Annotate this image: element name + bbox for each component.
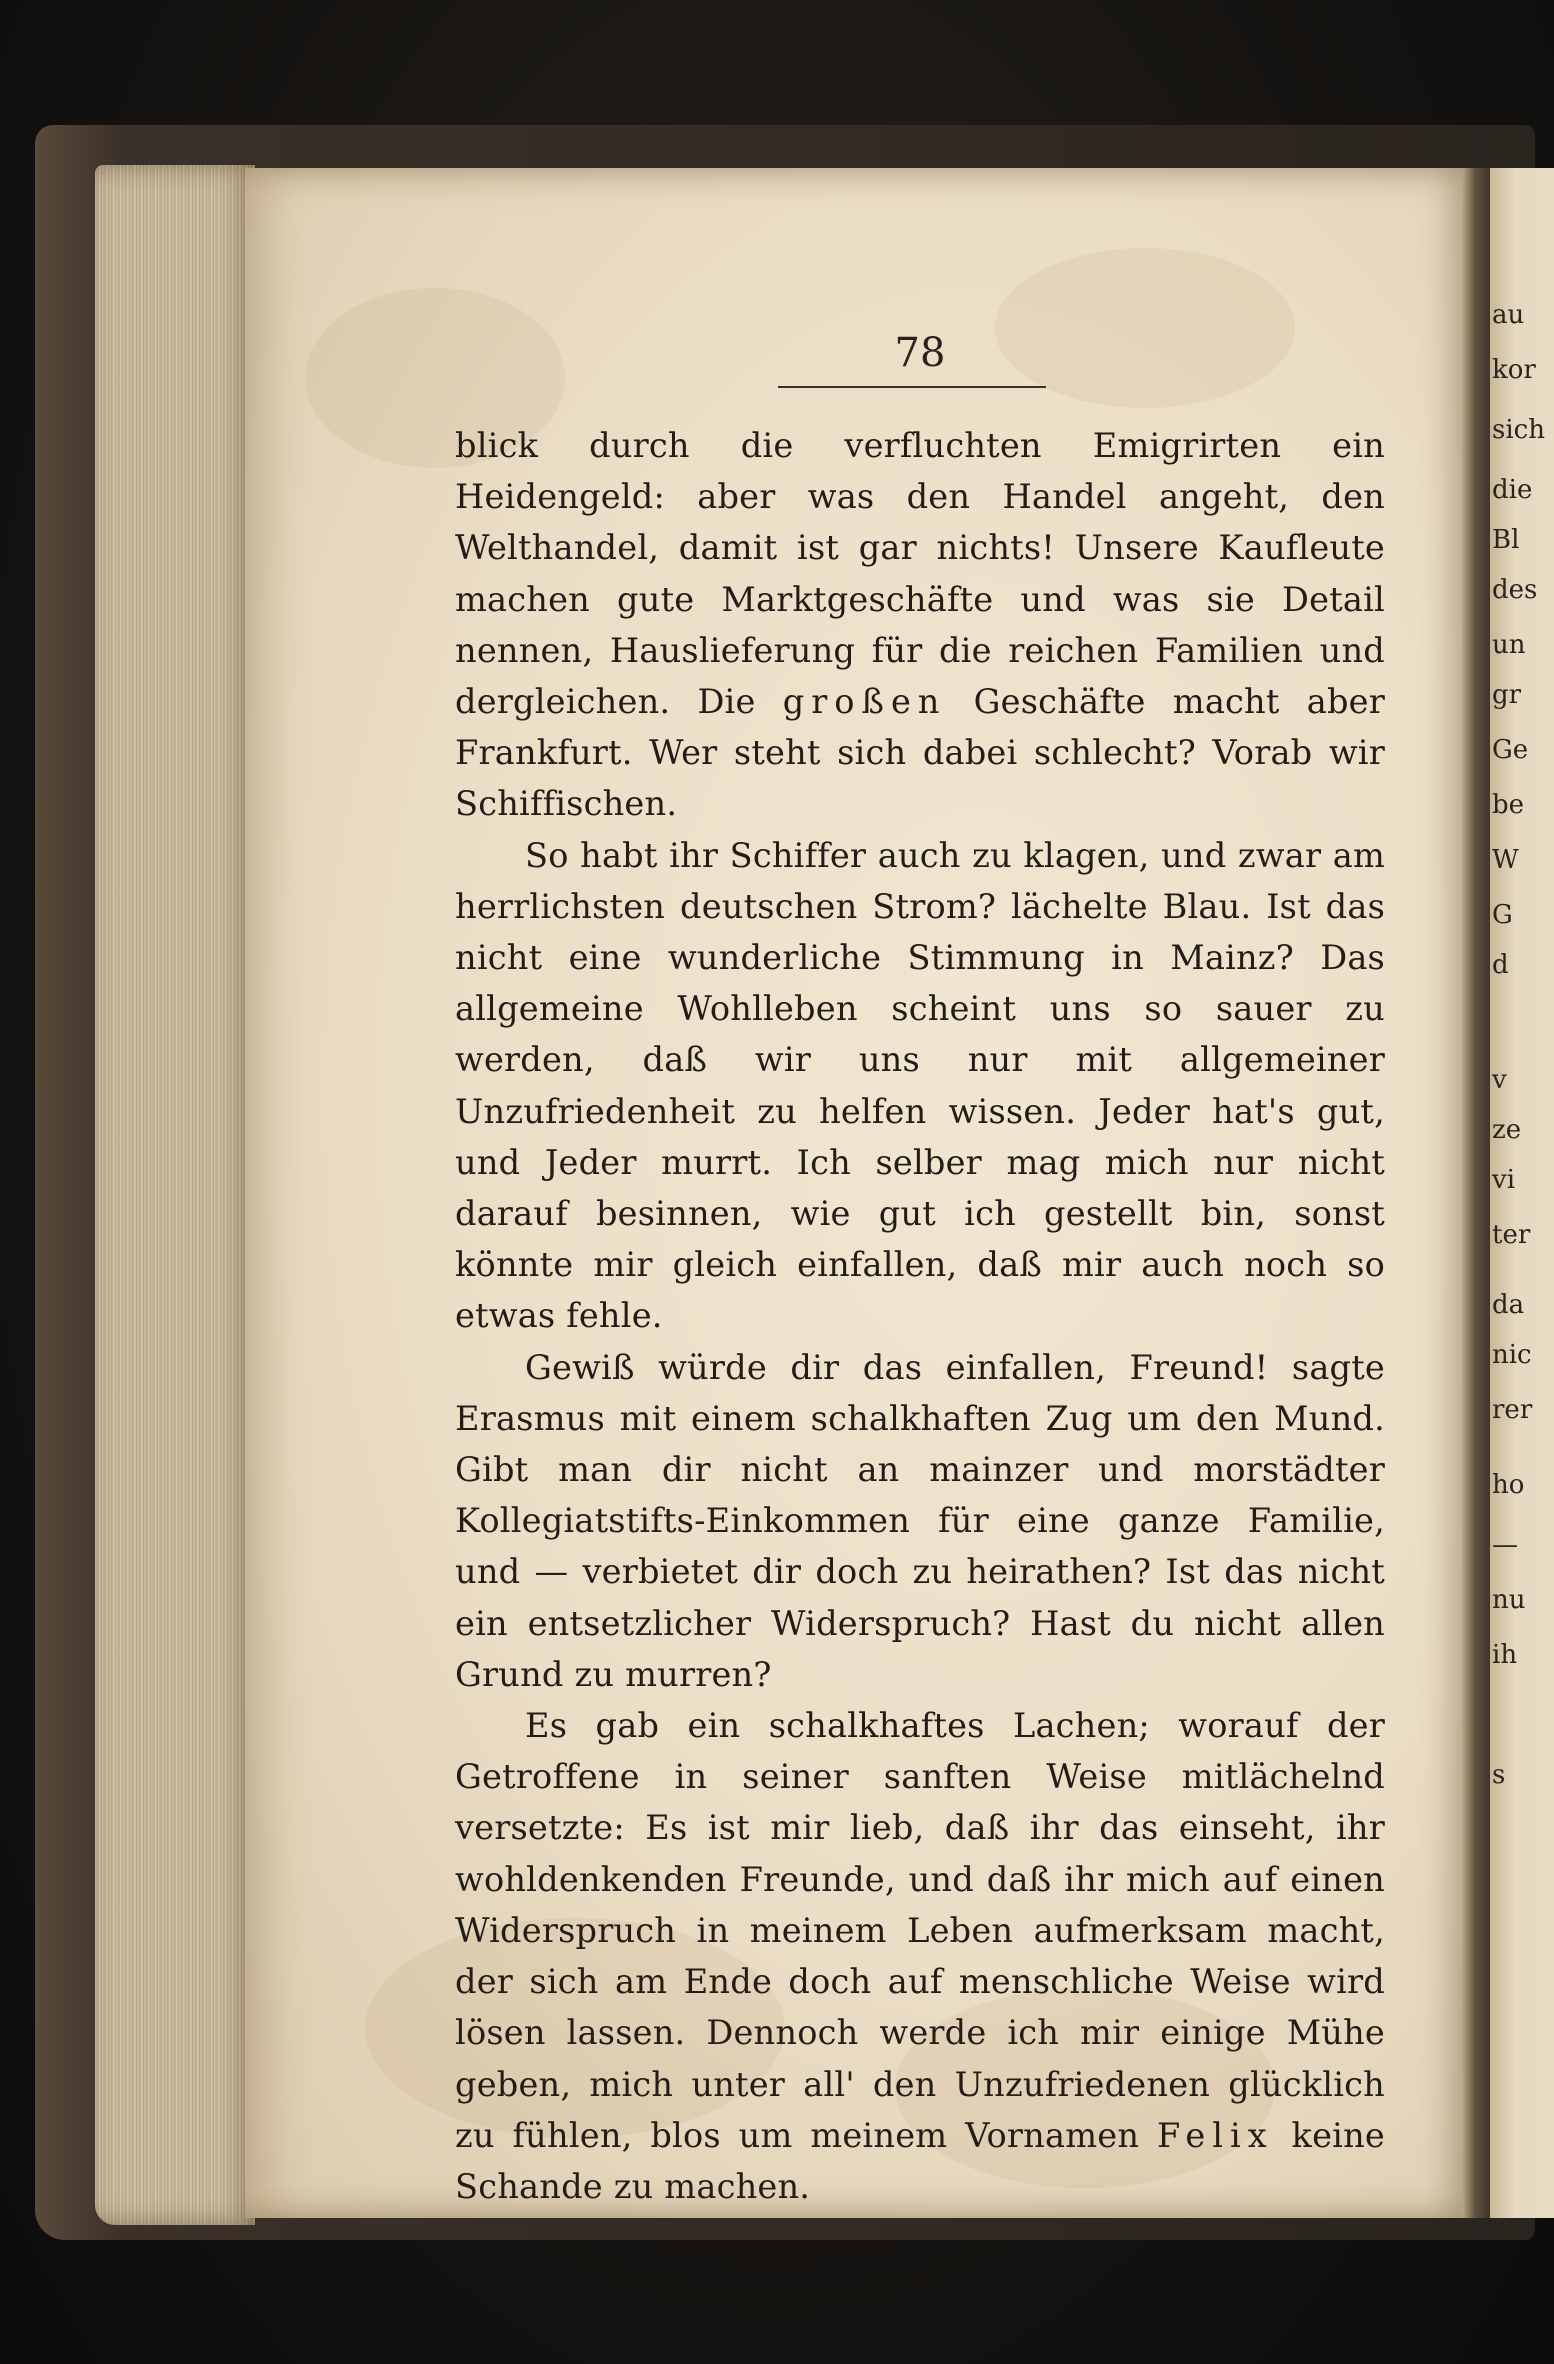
facing-page-fragment: ih (1492, 1640, 1518, 1670)
facing-page-fragment: au (1492, 300, 1525, 330)
page-edges (95, 165, 255, 2225)
facing-page-fragment: Bl (1492, 525, 1520, 555)
facing-page-fragment: ho (1492, 1470, 1525, 1500)
facing-page-fragment: sich (1492, 415, 1545, 445)
text-run: Geschäfte macht aber Frankfurt. Wer steht sich dabei schlecht? Vorab wir Schiffischen. (455, 682, 1385, 824)
facing-page-fragment: gr (1492, 680, 1522, 710)
text-run: So habt ihr Schiffer auch zu klagen, und zwar am herrlichsten deutschen Strom? lächelte Blau. Ist das nicht eine wunderliche Stimmung in Mainz? Das allgemeine Wohlleben scheint uns so sauer zu werden, daß wir uns nur mit allgemeiner Unzufriedenheit zu helfen wissen. Jeder hat's gut, und Jeder murrt. Ich selber mag mich nur nicht darauf besinnen, wie gut ich gestellt bin, sonst könnte mir gleich einfallen, daß mir auch noch so etwas fehle. (455, 835, 1385, 1336)
facing-page-fragment: ze (1492, 1115, 1522, 1145)
paragraph (455, 420, 1385, 830)
text-run: blick durch die verfluchten Emigrirten ein Heidengeld: aber was den Handel angeht, den Welthandel, damit ist gar nichts! Unsere Kaufleute machen gute Marktgeschäfte und was sie Detail nennen, Hauslieferung für die reichen Familien und dergleichen. Die (455, 426, 1385, 722)
facing-page-fragment: un (1492, 630, 1526, 660)
facing-page-fragment: W (1492, 845, 1519, 875)
facing-page-fragment: nic (1492, 1340, 1532, 1370)
text-run: Es gab ein schalkhaftes Lachen; worauf der Getroffene in seiner sanften Weise mitlächelnd versetzte: Es ist mir lieb, daß ihr das einseht, ihr wohldenkenden Freunde, und daß ihr mich auf einen Widerspruch in meinem Leben aufmerksam macht, der sich am Ende doch auf menschliche Weise wird lösen lassen. Dennoch werde ich mir einige Mühe geben, mich unter all' den Unzufriedenen glücklich zu fühlen, blos um meinem Vornamen (455, 1706, 1385, 2155)
facing-page-fragment: Ge (1492, 735, 1529, 765)
facing-page-fragment: vi (1492, 1165, 1516, 1195)
facing-page-fragment: v (1492, 1065, 1507, 1095)
spaced-emphasis: großen (782, 682, 947, 722)
facing-page-fragment: nu (1492, 1585, 1526, 1615)
paper-stain (995, 248, 1295, 408)
spaced-emphasis: Felix (1156, 2115, 1274, 2155)
body-text (455, 420, 1385, 2212)
facing-page-edge (1490, 168, 1554, 2218)
header-rule (778, 386, 1046, 388)
paragraph (455, 1700, 1385, 2212)
paragraph (455, 1342, 1385, 1700)
facing-page-fragment: des (1492, 575, 1538, 605)
facing-page-fragment: kor (1492, 355, 1536, 385)
facing-page-fragment: s (1492, 1760, 1506, 1790)
facing-page-fragment: rer (1492, 1395, 1533, 1425)
facing-page-fragment: — (1492, 1530, 1518, 1560)
facing-page-fragment: be (1492, 790, 1525, 820)
facing-page-fragment: d (1492, 950, 1509, 980)
facing-page-fragment: G (1492, 900, 1513, 930)
paragraph (455, 830, 1385, 1342)
page-number: 78 (894, 330, 946, 376)
facing-page-fragment: ter (1492, 1220, 1531, 1250)
text-run: keine Schande zu machen. (455, 2115, 1385, 2206)
book-gutter (1462, 168, 1492, 2218)
facing-page-fragment: da (1492, 1290, 1525, 1320)
facing-page-fragment: die (1492, 475, 1533, 505)
text-run: Gewiß würde dir das einfallen, Freund! sagte Erasmus mit einem schalkhaften Zug um den Mund. Gibt man dir nicht an mainzer und morstädter Kollegiatstifts-Einkommen für eine ganze Familie, und — verbietet dir doch zu heirathen? Ist das nicht ein entsetzlicher Widerspruch? Hast du nicht allen Grund zu murren? (455, 1347, 1385, 1694)
